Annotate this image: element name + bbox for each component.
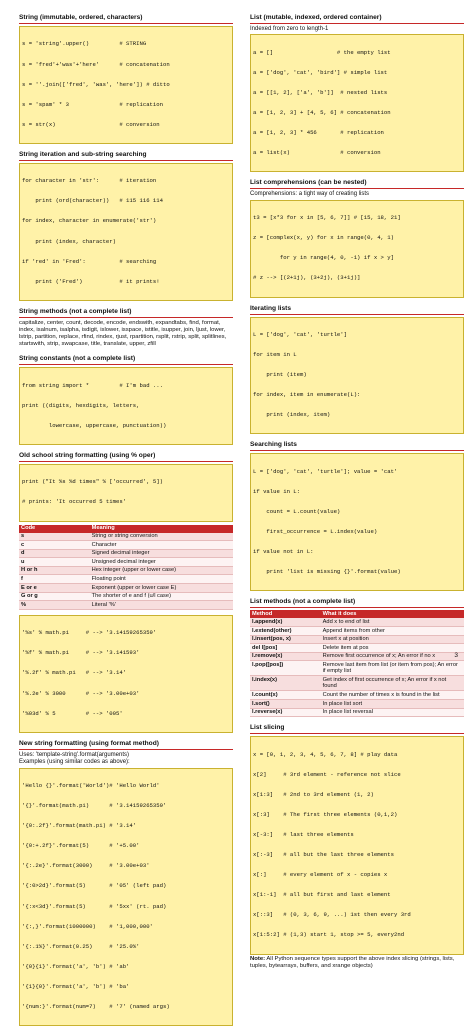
code-line: for index, item in enumerate(L): xyxy=(253,391,361,399)
code-line: x[::3] # (0, 3, 6, 9, ...) 1st then every 3rd xyxy=(253,911,411,919)
code-line: a = [1, 2, 3] * 456 # replication xyxy=(253,129,384,137)
column-header: Method xyxy=(250,610,321,618)
code-line: if value not in L: xyxy=(253,548,314,556)
section-title: New string formatting (using format method) xyxy=(19,740,233,750)
table-cell: % xyxy=(19,601,90,610)
table-cell: Remove first occurrence of x; An error if no x xyxy=(321,652,464,661)
code-line: # z --> [(2+1j), (3+2j), (3+1j)] xyxy=(253,274,361,282)
table-row xyxy=(250,676,464,691)
table-cell: l.index(x) xyxy=(250,676,321,691)
code-block xyxy=(19,464,233,522)
table-cell: Add x to end of list xyxy=(321,618,464,626)
table-row xyxy=(250,627,464,636)
code-line: x[2] # 3rd element - reference not slice xyxy=(253,770,401,778)
code-line: for character in 'str': # iteration xyxy=(22,177,157,185)
code-block xyxy=(19,615,233,733)
code-block xyxy=(19,367,233,445)
code-line: '%03d' % 5 # --> '005' xyxy=(22,709,123,717)
code-line: s = 'string'.upper() # STRING xyxy=(22,40,147,48)
format-codes-table xyxy=(19,525,233,610)
table-cell: l.count(x) xyxy=(250,691,321,700)
code-line: '{:0>2d}'.format(5) # '05' (left pad) xyxy=(22,882,167,890)
section-title: String (immutable, ordered, characters) xyxy=(19,14,233,24)
section-title: List slicing xyxy=(250,724,464,734)
code-line: '{1}{0}'.format('a', 'b') # 'ba' xyxy=(22,982,130,990)
table-cell: Get index of first occurrence of x; An error if x not found xyxy=(321,676,464,691)
code-line: a = [1, 2, 3] + [4, 5, 6] # concatenation xyxy=(253,109,391,117)
code-line: s = str(x) # conversion xyxy=(22,120,160,128)
note-label: Note: xyxy=(250,955,266,962)
section-string-immutable xyxy=(19,14,233,144)
section-list-methods xyxy=(250,598,464,717)
code-line: for y in range(4, 0, -1) if x > y] xyxy=(253,254,394,262)
table-row xyxy=(250,691,464,700)
code-line: x[:3] # The first three elements (0,1,2) xyxy=(253,810,398,818)
code-line: if 'red' in 'Fred': # searching xyxy=(22,257,157,265)
section-subtitle: Indexed from zero to length-1 xyxy=(250,26,329,32)
table-cell: u xyxy=(19,558,90,567)
code-block xyxy=(250,34,464,172)
table-cell: Append items from other xyxy=(321,627,464,636)
table-row xyxy=(250,652,464,661)
code-block xyxy=(250,317,464,435)
code-line: x[:] # every element of x - copies x xyxy=(253,871,388,879)
code-line: x[1:5:2] # (1,3) start 1, stop >= 5, every2nd xyxy=(253,931,405,939)
code-line: print (ord(character)) # 115 116 114 xyxy=(22,197,163,205)
table-cell: del l[pos] xyxy=(250,644,321,653)
code-line: if value in L: xyxy=(253,487,300,495)
code-line: x[:-3] # all but the last three elements xyxy=(253,851,394,859)
table-row xyxy=(19,549,233,558)
code-line: '{:,}'.format(1000000) # '1,000,000' xyxy=(22,922,153,930)
table-cell: Remove last item from list (or item from pos); An error if empty list xyxy=(321,661,464,676)
code-line: s = 'spam' * 3 # replication xyxy=(22,100,163,108)
table-row xyxy=(250,644,464,653)
code-line: '{num:}'.format(num=7) # '7' (named args) xyxy=(22,1002,170,1010)
table-cell: Insert x at position xyxy=(321,635,464,644)
section-list xyxy=(250,14,464,172)
section-title: List methods (not a complete list) xyxy=(250,598,464,608)
table-cell: In place list reversal xyxy=(321,708,464,717)
code-block xyxy=(19,768,233,1027)
table-cell: l.sort() xyxy=(250,699,321,708)
code-line: for item in L xyxy=(253,351,297,359)
table-row xyxy=(19,533,233,541)
code-line: # prints: 'It occurred 5 times' xyxy=(22,498,127,506)
method-list-text: capitalize, center, count, decode, encode, endswith, expandtabs, find, format, index, isalnum, isalpha, isdigit, islower, isspace, istitle, isupper, join, ljust, lower, lstrip, partition, replace, rfind, rindex, rjust, rpartition, rsplit, rstrip, split, splitlines, startswith, strip, swapcase, title, translate, upper, zfill xyxy=(19,319,227,348)
table-cell: Count the number of times x is found in the list xyxy=(321,691,464,700)
code-line: print (index, character) xyxy=(22,237,116,245)
section-old-format xyxy=(19,452,233,733)
table-cell: s xyxy=(19,533,90,541)
section-new-format xyxy=(19,740,233,1026)
code-line: x[-3:] # last three elements xyxy=(253,830,354,838)
table-cell: l.reverse(x) xyxy=(250,708,321,717)
code-line: count = L.count(value) xyxy=(253,508,341,516)
table-row xyxy=(19,541,233,550)
section-iterating-lists xyxy=(250,305,464,435)
table-cell: l.remove(x) xyxy=(250,652,321,661)
right-column xyxy=(250,14,464,977)
code-line: t3 = [x*3 for x in [5, 6, 7]] # [15, 18, 21] xyxy=(253,214,401,222)
code-line: for index, character in enumerate('str') xyxy=(22,217,157,225)
section-string-iteration xyxy=(19,151,233,301)
code-block xyxy=(19,163,233,301)
table-cell: E or e xyxy=(19,584,90,593)
code-line: '{0:+.2f}'.format(5) # '+5.00' xyxy=(22,842,140,850)
code-line: L = ['dog', 'cat', 'turtle'] xyxy=(253,330,347,338)
table-row xyxy=(19,592,233,601)
section-title: Old school string formatting (using % oper) xyxy=(19,452,233,462)
table-row xyxy=(19,575,233,584)
code-line: a = [] # the empty list xyxy=(253,48,391,56)
table-cell: c xyxy=(19,541,90,550)
table-cell: Exponent (upper or lower case E) xyxy=(90,584,233,593)
code-block xyxy=(19,26,233,144)
code-block xyxy=(250,200,464,298)
column-header: Meaning xyxy=(90,525,233,533)
section-searching-lists xyxy=(250,441,464,591)
code-line: x[1:-1] # all but first and last element xyxy=(253,891,391,899)
section-title: List (mutable, indexed, ordered container) xyxy=(250,14,464,24)
table-row xyxy=(250,635,464,644)
table-cell: String or string conversion xyxy=(90,533,233,541)
code-line: '%s' % math.pi # --> '3.14159265359' xyxy=(22,629,157,637)
table-cell: f xyxy=(19,575,90,584)
table-row xyxy=(19,584,233,593)
table-row xyxy=(250,699,464,708)
table-cell: Literal '%' xyxy=(90,601,233,610)
code-line: '%f' % math.pi # --> '3.141593' xyxy=(22,649,140,657)
code-line: print ('Fred') # it prints! xyxy=(22,277,160,285)
code-line: s = 'fred'+'was'+'here' # concatenation xyxy=(22,60,170,68)
table-cell: The shorter of e and f (u/l case) xyxy=(90,592,233,601)
table-row xyxy=(19,558,233,567)
table-cell: H or h xyxy=(19,566,90,575)
table-cell: l.append(x) xyxy=(250,618,321,626)
table-cell: d xyxy=(19,549,90,558)
code-line: '%.2e' % 3000 # --> '3.00e+03' xyxy=(22,689,140,697)
table-cell: Unsigned decimal integer xyxy=(90,558,233,567)
section-string-constants xyxy=(19,355,233,445)
section-title: List comprehensions (can be nested) xyxy=(250,179,464,189)
section-subtitle: Examples (using similar codes as above): xyxy=(19,759,130,766)
section-title: String constants (not a complete list) xyxy=(19,355,233,365)
section-subtitle: Uses: 'template-string'.format(arguments) xyxy=(19,751,129,758)
code-line: lowercase, uppercase, punctuation)) xyxy=(22,421,167,429)
table-header-row xyxy=(250,610,464,618)
code-line: '%.2f' % math.pi # --> '3.14' xyxy=(22,669,127,677)
table-cell: Hex integer (upper or lower case) xyxy=(90,566,233,575)
table-row xyxy=(250,618,464,626)
code-line: '{:x<3d}'.format(5) # '5xx' (rt. pad) xyxy=(22,902,167,910)
table-row xyxy=(19,566,233,575)
table-cell: l.extend(other) xyxy=(250,627,321,636)
column-header: Code xyxy=(19,525,90,533)
table-cell: l.pop([pos]) xyxy=(250,661,321,676)
section-list-comprehensions xyxy=(250,179,464,297)
code-line: z = [complex(x, y) for x in range(0, 4, 1) xyxy=(253,234,394,242)
code-line: x = [0, 1, 2, 3, 4, 5, 6, 7, 8] # play data xyxy=(253,750,398,758)
table-row xyxy=(250,708,464,717)
table-cell: l.insert(pos, x) xyxy=(250,635,321,644)
code-block xyxy=(250,736,464,954)
code-line: print (index, item) xyxy=(253,411,331,419)
table-row xyxy=(19,601,233,610)
code-line: '{0}{1}'.format('a', 'b') # 'ab' xyxy=(22,962,130,970)
section-subtitle: Comprehensions: a tight way of creating lists xyxy=(250,191,370,198)
code-line: a = [[1, 2], ['a', 'b']] # nested lists xyxy=(253,89,388,96)
section-title: String methods (not a complete list) xyxy=(19,308,233,318)
section-title: Iterating lists xyxy=(250,305,464,315)
code-line: '{}'.format(math.pi) # '3.14159265359' xyxy=(22,802,167,810)
table-header-row xyxy=(19,525,233,533)
section-string-methods xyxy=(19,308,233,348)
note-text: All Python sequence types support the above index slicing (strings, lists, tuples, bytearrays, buffers, and xrange objects) xyxy=(250,955,455,969)
section-list-slicing xyxy=(250,724,464,969)
table-cell: Signed decimal integer xyxy=(90,549,233,558)
code-line: '{0:.2f}'.format(math.pi) # '3.14' xyxy=(22,822,137,830)
code-line: print 'list is missing {}'.format(value) xyxy=(253,568,401,576)
code-block xyxy=(250,453,464,591)
table-cell: Floating point xyxy=(90,575,233,584)
column-header: What it does xyxy=(321,610,464,618)
code-line: print ("It %s %d times" % ['occurred', 5]) xyxy=(22,478,163,486)
table-cell: G or g xyxy=(19,592,90,601)
table-row xyxy=(250,661,464,676)
section-title: Searching lists xyxy=(250,441,464,451)
list-methods-table xyxy=(250,610,464,717)
section-title: String iteration and sub-string searching xyxy=(19,151,233,161)
code-line: L = ['dog', 'cat', 'turtle']; value = 'cat' xyxy=(253,467,398,475)
code-line: print ((digits, hexdigits, letters, xyxy=(22,401,140,409)
code-line: from string import * # I'm bad ... xyxy=(22,381,163,389)
code-line: 'Hello {}'.format('World')# 'Hello World' xyxy=(22,781,160,789)
table-cell: In place list sort xyxy=(321,699,464,708)
table-cell: Character xyxy=(90,541,233,550)
slicing-note xyxy=(250,956,464,970)
code-line: x[1:3] # 2nd to 3rd element (1, 2) xyxy=(253,790,374,798)
code-line: s = ''.join(['fred', 'was', 'here']) # ditto xyxy=(22,80,170,88)
left-column xyxy=(19,14,233,1033)
code-line: first_occurrence = L.index(value) xyxy=(253,528,378,536)
code-line: print (item) xyxy=(253,371,307,379)
code-line: '{:.1%}'.format(0.25) # '25.0%' xyxy=(22,942,140,950)
code-line: '{:.2e}'.format(3000) # '3.00e+03' xyxy=(22,862,150,870)
page-number: 3 xyxy=(454,652,458,659)
code-line: a = ['dog', 'cat', 'bird'] # simple list xyxy=(253,68,388,76)
table-cell: Delete item at pos xyxy=(321,644,464,653)
code-line: a = list(x) # conversion xyxy=(253,149,381,157)
